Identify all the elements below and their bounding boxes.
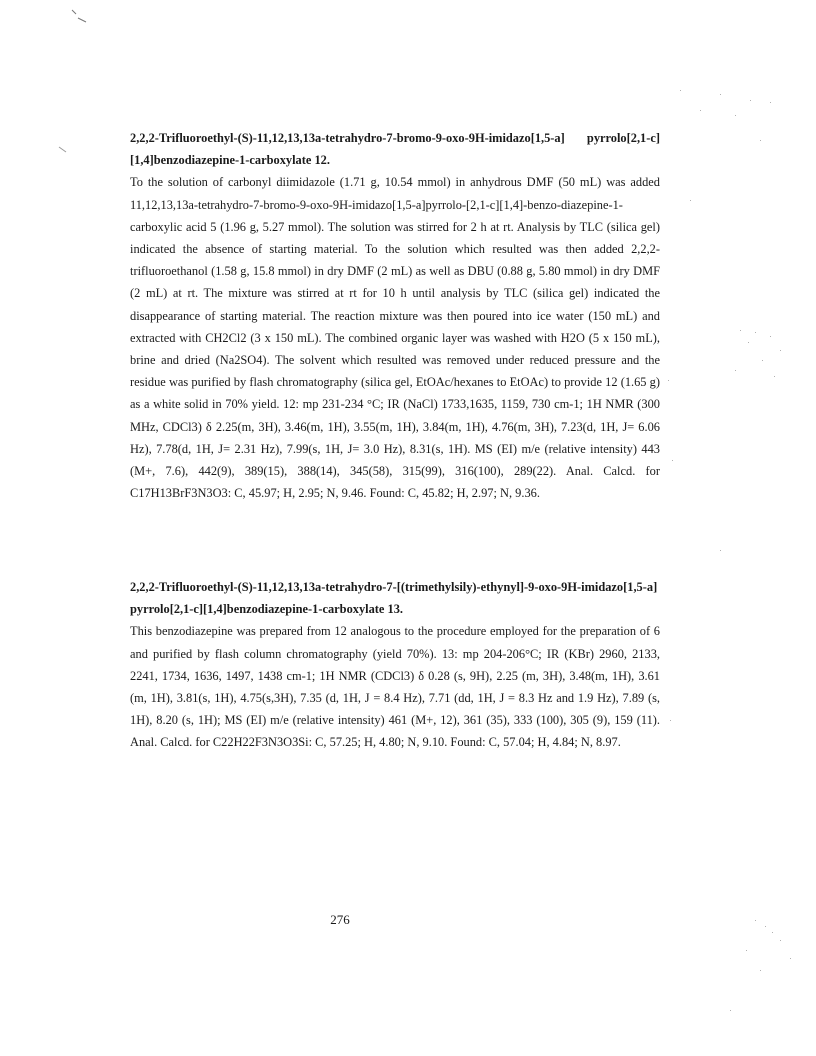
section-compound-12: [130, 127, 660, 504]
scan-speckle-icon: [660, 80, 800, 1040]
section-body: To the solution of carbonyl diimidazole (1.71 g, 10.54 mmol) in anhydrous DMF (50 mL) was added 11,12,13,13a-tetrahydro-7-bromo-9-oxo-9H-imidazo[1,5-a]pyrrolo-[2,1-c][1,4]-benzo-diazepine-1-carboxylic acid 5 (1.96 g, 5.27 mmol). The solution was stirred for 2 h at rt. Analysis by TLC (silica gel) indicated the absence of starting material. To the solution which resulted was then added 2,2,2-trifluoroethanol (1.58 g, 15.8 mmol) in dry DMF (2 mL) as well as DBU (0.88 g, 5.80 mmol) in dry DMF (2 mL) at rt. The mixture was stirred at rt for 10 h until analysis by TLC (silica gel) indicated the disappearance of starting material. The reaction mixture was then poured into ice water (150 mL) and extracted with CH2Cl2 (3 x 150 mL). The combined organic layer was washed with H2O (5 x 150 mL), brine and dried (Na2SO4). The solvent which resulted was removed under reduced pressure and the residue was purified by flash chromatography (silica gel, EtOAc/hexanes to EtOAc) to provide 12 (1.65 g) as a white solid in 70% yield. 12: mp 231-234 °C; IR (NaCl) 1733,1635, 1159, 730 cm-1; 1H NMR (300 MHz, CDCl3) δ 2.25(m, 3H), 3.46(m, 1H), 3.55(m, 1H), 3.84(m, 1H), 4.76(m, 3H), 7.23(d, 1H, J= 6.06 Hz), 7.78(d, 1H, J= 2.31 Hz), 7.99(s, 1H, J= 3.0 Hz), 8.31(s, 1H). MS (EI) m/e (relative intensity) 443 (M+, 7.6), 442(9), 389(15), 388(14), 345(58), 315(99), 316(100), 289(22). Anal. Calcd. for C17H13BrF3N3O3: C, 45.97; H, 2.95; N, 9.46. Found: C, 45.82; H, 2.97; N, 9.36.: [130, 175, 660, 501]
page-number: 276: [330, 912, 350, 927]
scan-mark-icon: [58, 146, 70, 156]
section-heading: 2,2,2-Trifluoroethyl-(S)-11,12,13,13a-tetrahydro-7-bromo-9-oxo-9H-imidazo[1,5-a] pyrrolo[2,1-c][1,4]benzodiazepine-1-carboxylate 12.: [130, 131, 660, 168]
section-body: This benzodiazepine was prepared from 12 analogous to the procedure employed for the preparation of 6 and purified by flash column chromatography (yield 70%). 13: mp 204-206°C; IR (KBr) 2960, 2133, 2241, 1734, 1636, 1497, 1438 cm-1; 1H NMR (CDCl3) δ 0.28 (s, 9H), 2.25 (m, 3H), 3.48(m, 1H), 3.61 (m, 1H), 3.81(s, 1H), 4.75(s,3H), 7.35 (d, 1H, J = 8.4 Hz), 7.71 (dd, 1H, J = 8.3 Hz and 1.9 Hz), 7.89 (s, 1H), 8.20 (s, 1H); MS (EI) m/e (relative intensity) 461 (M+, 12), 361 (35), 333 (100), 305 (9), 159 (11). Anal. Calcd. for C22H22F3N3O3Si: C, 57.25; H, 4.80; N, 9.10. Found: C, 57.04; H, 4.84; N, 8.97.: [130, 624, 660, 750]
section-heading: 2,2,2-Trifluoroethyl-(S)-11,12,13,13a-tetrahydro-7-[(trimethylsily)-ethynyl]-9-oxo-9H-imidazo[1,5-a] pyrrolo[2,1-c][1,4]benzodiazepine-1-carboxylate 13.: [130, 580, 658, 617]
section-compound-13: [130, 576, 660, 754]
scan-mark-icon: [70, 8, 90, 24]
